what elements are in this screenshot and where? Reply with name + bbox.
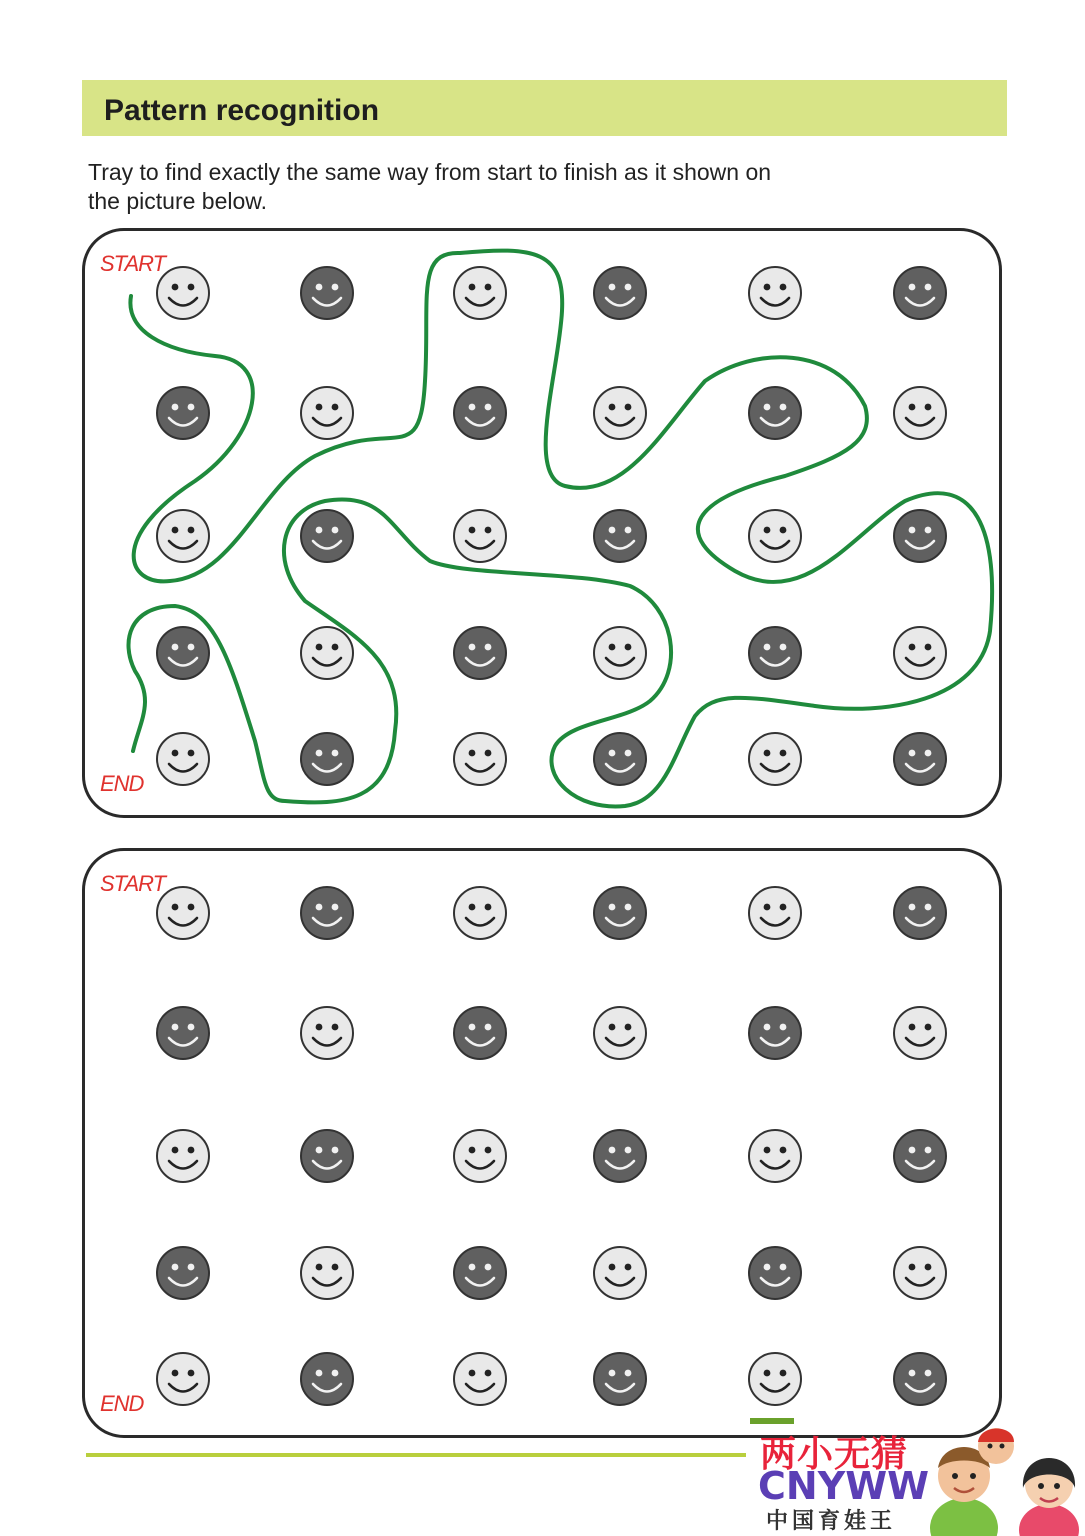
blank-smiley-light-r1c3 <box>454 887 506 939</box>
example-smiley-light-r3c1 <box>157 510 209 562</box>
example-smiley-light-r3c3 <box>454 510 506 562</box>
example-smiley-light-r3c5 <box>749 510 801 562</box>
example-smiley-dark-r4c1 <box>157 627 209 679</box>
blank-smiley-dark-r5c6 <box>894 1353 946 1405</box>
example-end-label: END <box>100 771 144 796</box>
footer-divider <box>86 1453 746 1457</box>
blank-smiley-dark-r3c2 <box>301 1130 353 1182</box>
blank-smiley-dark-r4c3 <box>454 1247 506 1299</box>
example-smiley-light-r2c6 <box>894 387 946 439</box>
blank-smiley-light-r5c5 <box>749 1353 801 1405</box>
example-smiley-dark-r2c3 <box>454 387 506 439</box>
example-maze-canvas <box>85 231 1005 821</box>
blank-smiley-dark-r4c1 <box>157 1247 209 1299</box>
example-smiley-dark-r2c5 <box>749 387 801 439</box>
instructions-line-2: the picture below. <box>88 188 268 214</box>
logo-chinese-subtitle: 中国育娃王 <box>766 1509 897 1534</box>
example-smiley-dark-r5c2 <box>301 733 353 785</box>
blank-smiley-light-r4c2 <box>301 1247 353 1299</box>
example-smiley-dark-r4c5 <box>749 627 801 679</box>
example-start-label: START <box>100 251 166 276</box>
blank-smiley-dark-r3c6 <box>894 1130 946 1182</box>
blank-smiley-light-r2c2 <box>301 1007 353 1059</box>
example-smiley-dark-r1c4 <box>594 267 646 319</box>
example-smiley-dark-r3c6 <box>894 510 946 562</box>
example-smiley-light-r1c5 <box>749 267 801 319</box>
example-smiley-light-r2c4 <box>594 387 646 439</box>
blank-smiley-dark-r3c4 <box>594 1130 646 1182</box>
example-smiley-light-r5c1 <box>157 733 209 785</box>
instructions-line-1: Tray to find exactly the same way from start to finish as it shown on <box>88 159 772 185</box>
example-smiley-light-r1c3 <box>454 267 506 319</box>
blank-smiley-dark-r1c4 <box>594 887 646 939</box>
blank-smiley-light-r3c5 <box>749 1130 801 1182</box>
example-smiley-light-r5c3 <box>454 733 506 785</box>
blank-maze <box>82 848 1002 1438</box>
title-bar <box>82 80 1007 136</box>
logo-english-name: CNYWW <box>758 1464 930 1508</box>
blank-smiley-light-r2c6 <box>894 1007 946 1059</box>
blank-smiley-dark-r2c3 <box>454 1007 506 1059</box>
example-smiley-light-r4c4 <box>594 627 646 679</box>
blank-smiley-dark-r1c2 <box>301 887 353 939</box>
blank-smiley-light-r4c4 <box>594 1247 646 1299</box>
example-smiley-dark-r5c6 <box>894 733 946 785</box>
kids-mascot-icon <box>924 1418 1084 1536</box>
blank-smiley-light-r5c3 <box>454 1353 506 1405</box>
page-title: Pattern recognition <box>104 94 380 127</box>
blank-smiley-light-r3c1 <box>157 1130 209 1182</box>
blank-smiley-dark-r2c1 <box>157 1007 209 1059</box>
example-smiley-dark-r2c1 <box>157 387 209 439</box>
example-smiley-dark-r5c4 <box>594 733 646 785</box>
blank-smiley-light-r2c4 <box>594 1007 646 1059</box>
blank-smiley-dark-r1c6 <box>894 887 946 939</box>
blank-smiley-dark-r4c5 <box>749 1247 801 1299</box>
example-smiley-light-r2c2 <box>301 387 353 439</box>
example-smiley-dark-r1c6 <box>894 267 946 319</box>
example-solution-path <box>128 251 992 807</box>
blank-start-label: START <box>100 871 166 896</box>
logo-accent-bar <box>750 1418 794 1424</box>
brand-logo <box>746 1418 1085 1536</box>
blank-end-label: END <box>100 1391 144 1416</box>
example-smiley-light-r4c2 <box>301 627 353 679</box>
example-smiley-dark-r1c2 <box>301 267 353 319</box>
blank-smiley-dark-r2c5 <box>749 1007 801 1059</box>
blank-smiley-light-r5c1 <box>157 1353 209 1405</box>
blank-smiley-light-r4c6 <box>894 1247 946 1299</box>
blank-smiley-light-r3c3 <box>454 1130 506 1182</box>
example-smiley-dark-r3c2 <box>301 510 353 562</box>
example-smiley-light-r4c6 <box>894 627 946 679</box>
example-smiley-light-r5c5 <box>749 733 801 785</box>
example-smiley-dark-r4c3 <box>454 627 506 679</box>
instructions <box>88 158 868 216</box>
blank-maze-canvas <box>85 851 1005 1441</box>
example-smiley-dark-r3c4 <box>594 510 646 562</box>
blank-smiley-dark-r5c2 <box>301 1353 353 1405</box>
blank-smiley-dark-r5c4 <box>594 1353 646 1405</box>
blank-smiley-light-r1c5 <box>749 887 801 939</box>
example-maze <box>82 228 1002 818</box>
logo-chinese-name: 两小无猜 <box>760 1434 909 1475</box>
